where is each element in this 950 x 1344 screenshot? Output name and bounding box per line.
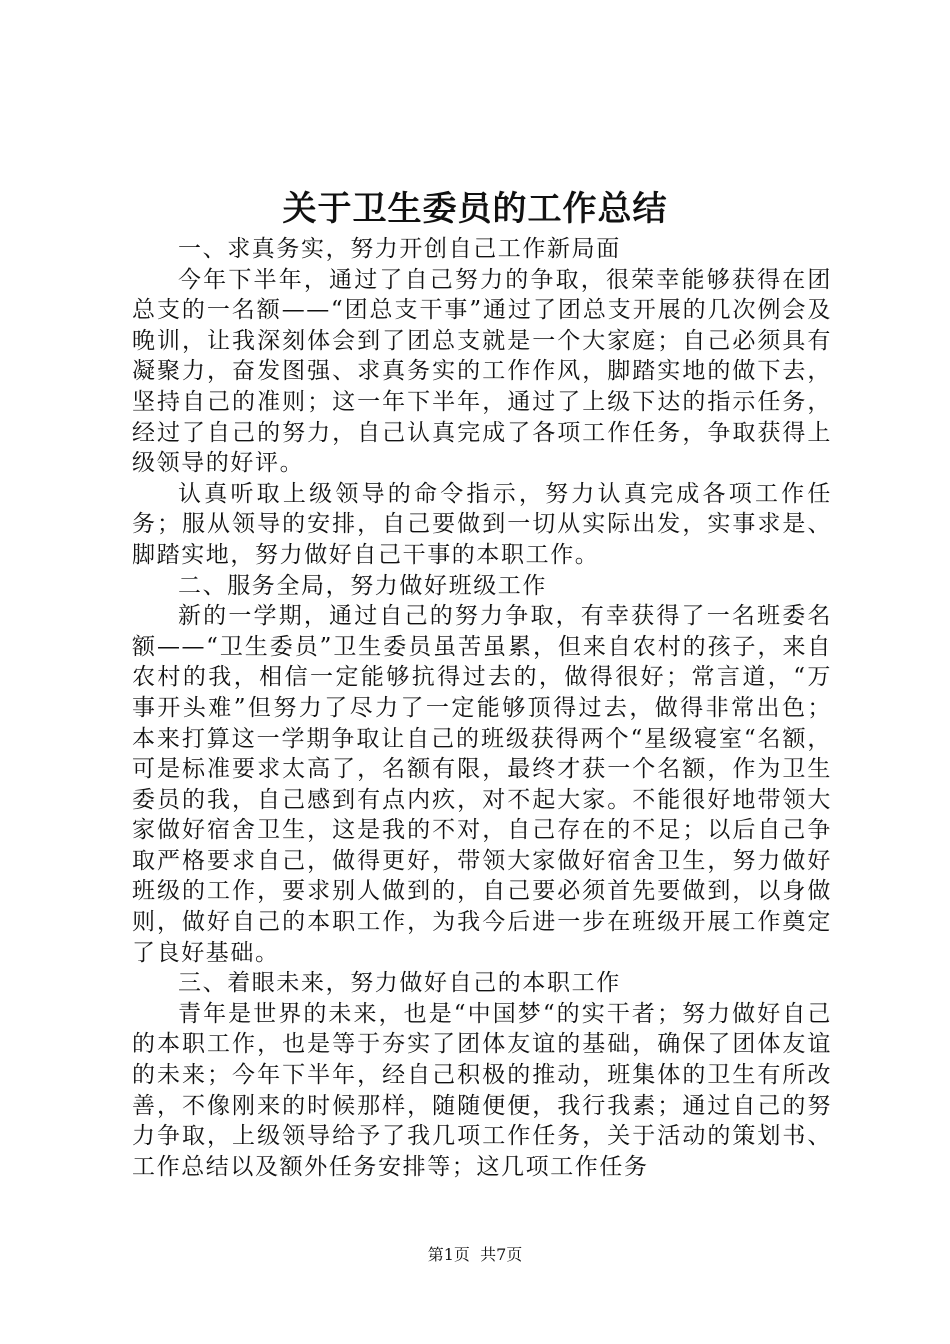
section-heading-1: 一、求真务实，努力开创自己工作新局面 [178,236,621,262]
paragraph: 青年是世界的未来，也是“中国梦“的实干者；努力做好自己的本职工作，也是等于夯实了团体友谊的基础，确保了团体友谊的未来；今年下半年，经自己积极的推动，班集体的卫生有所改善，不像刚来的时候那样，随随便便，我行我素；通过自己的努力争取，上级领导给予了我几项工作任务，关于活动的策划书、工作总结以及额外任务安排等；这几项工作任务 [132,1000,832,1180]
paragraph: 今年下半年，通过了自己努力的争取，很荣幸能够获得在团总支的一名额——“团总支干事”通过了团总支开展的几次例会及晚训，让我深刻体会到了团总支就是一个大家庭；自己必须具有凝聚力，奋发图强、求真务实的工作作风，脚踏实地的做下去，坚持自己的准则；这一年下半年，通过了上级下达的指示任务，经过了自己的努力，自己认真完成了各项工作任务，争取获得上级领导的好评。 [132,266,832,477]
document-body [132,234,832,1182]
section-heading-3: 三、着眼未来，努力做好自己的本职工作 [178,970,621,997]
document-title: 关于卫生委员的工作总结 [282,189,668,229]
section-heading-2: 二、服务全局，努力做好班级工作 [178,572,547,599]
paragraph: 认真听取上级领导的命令指示，努力认真完成各项工作任务；服从领导的安排，自己要做到一切从实际出发，实事求是、脚踏实地，努力做好自己干事的本职工作。 [132,480,832,568]
paragraph: 新的一学期，通过自己的努力争取，有幸获得了一名班委名额——“卫生委员”卫生委员虽苦虽累，但来自农村的孩子，来自农村的我，相信一定能够抗得过去的，做得很好；常言道，“万事开头难”但努力了尽力了一定能够顶得过去，做得非常出色；本来打算这一学期争取让自己的班级获得两个“星级寝室“名额，可是标准要求太高了，名额有限，最终才获一个名额，作为卫生委员的我，自己感到有点内疚，对不起大家。不能很好地带领大家做好宿舍卫生，这是我的不对，自己存在的不足；以后自己争取严格要求自己，做得更好，带领大家做好宿舍卫生，努力做好班级的工作，要求别人做到的，自己要必须首先要做到，以身做则，做好自己的本职工作，为我今后进一步在班级开展工作奠定了良好基础。 [132,603,832,966]
page-footer [0,1244,950,1266]
page-number: 第1页 共7页 [427,1245,523,1264]
